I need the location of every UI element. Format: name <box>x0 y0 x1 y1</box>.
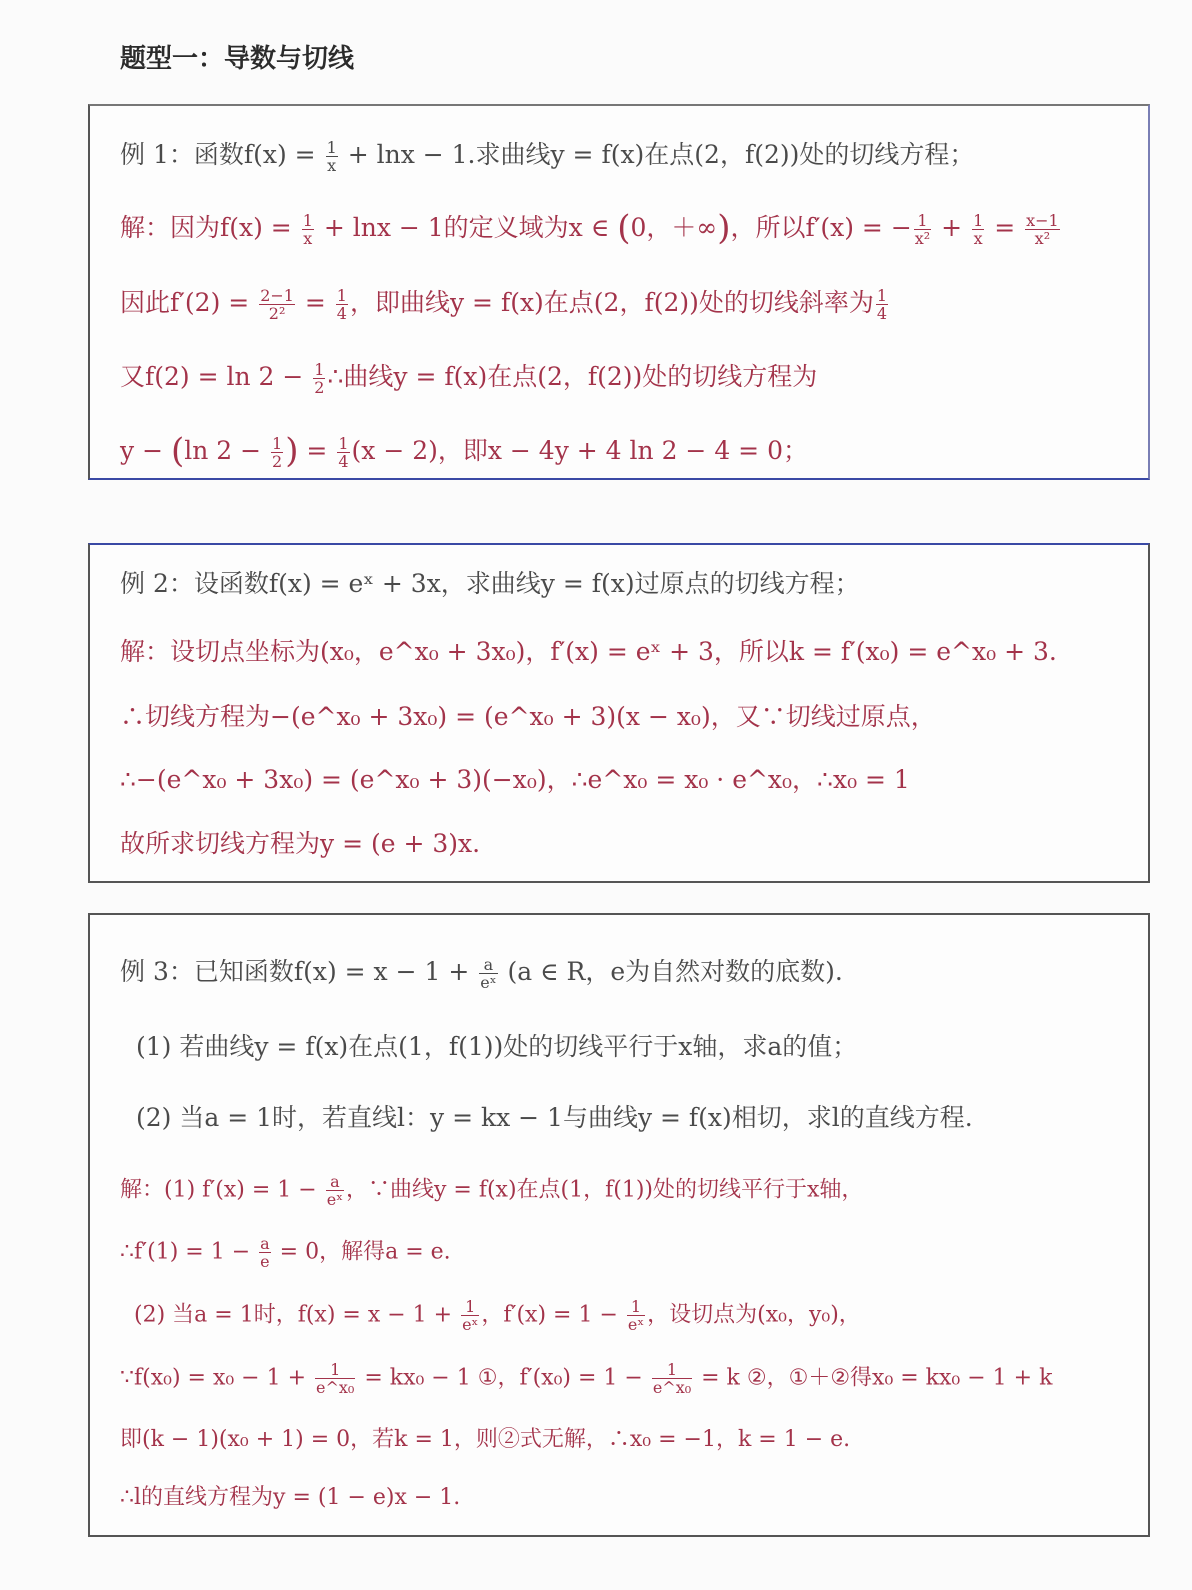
example-2-solution-line-2: ∴切线方程为−(e^x₀ + 3x₀) = (e^x₀ + 3)(x − x₀)，又∵切线过原点， <box>120 702 936 731</box>
fraction: $\frac{1}{x}$ <box>326 138 337 175</box>
example-1-solution-line-3: 又f(2) = ln 2 − $\frac{1}{2}$ ∴曲线y = f(x)在点(2，f(2))处的切线方程为 <box>120 360 818 397</box>
example-2-solution-line-3: ∴−(e^x₀ + 3x₀) = (e^x₀ + 3)(−x₀)，∴e^x₀ = x₀ · e^x₀，∴x₀ = 1 <box>120 765 910 794</box>
example-3-solution-line-5: 即(k − 1)(x₀ + 1) = 0，若k = 1，则②式无解，∴x₀ = −1，k = 1 − e. <box>120 1427 851 1452</box>
example-1-box <box>88 104 1150 480</box>
example-3-box <box>88 913 1150 1537</box>
example-3-part-2: (2) 当a = 1时，若直线l：y = kx − 1与曲线y = f(x)相切，求l的直线方程. <box>136 1103 973 1132</box>
example-3-solution-line-6: ∴l的直线方程为y = (1 − e)x − 1. <box>120 1485 461 1510</box>
example-3-solution-line-4: ∵f(x₀) = x₀ − 1 + $\frac{1}{\text{e\textasciicircum{}x₀}}$ = kx₀ − 1 ①，f′(x₀) = 1 − $\frac{1}{\text{e\textasciicircum{}x₀}}$ = k ②，①＋②得x₀ = kx₀ − 1 + k <box>120 1360 1053 1397</box>
example-1-solution-line-4: y − (ln 2 − $\frac{1}{2}$ ) = $\frac{1}{4}$ (x − 2)，即x − 4y + 4 ln 2 − 4 = 0； <box>120 431 808 471</box>
example-3-solution-line-2: ∴f′(1) = 1 − $\frac{a}{e}$ = 0，解得a = e. <box>120 1234 451 1271</box>
example-2-question: 例 2：设函数f(x) = eˣ + 3x，求曲线y = f(x)过原点的切线方程； <box>120 569 860 598</box>
example-1-solution-line-2: 因此f′(2) = $\frac{2-1}{\text{2²}}$ = $\frac{1}{4}$ ，即曲线y = f(x)在点(2，f(2))处的切线斜率为 $\frac{1}{4}$ <box>120 286 888 323</box>
example-2-box <box>88 543 1150 883</box>
example-2-solution-line-1: 解：设切点坐标为(x₀，e^x₀ + 3x₀)，f′(x) = eˣ + 3，所以k = f′(x₀) = e^x₀ + 3. <box>120 637 1057 666</box>
section-heading: 题型一：导数与切线 <box>120 44 355 74</box>
example-3-solution-line-3: (2) 当a = 1时，f(x) = x − 1 + $\frac{1}{\text{eˣ}}$ ，f′(x) = 1 − $\frac{1}{\text{eˣ}}$ ，设切点为(x₀，y₀)， <box>134 1297 861 1334</box>
example-2-solution-line-4: 故所求切线方程为y = (e + 3)x. <box>120 829 481 858</box>
example-1-question: 例 1：函数f(x) = $\frac{1}{x}$ + lnx − 1.求曲线y = f(x)在点(2，f(2))处的切线方程； <box>120 138 975 175</box>
example-3-question: 例 3：已知函数f(x) = x − 1 + $\frac{a}{\text{eˣ}}$ (a ∈ R，e为自然对数的底数). <box>120 955 843 992</box>
example-3-solution-line-1: 解：(1) f′(x) = 1 − $\frac{a}{\text{eˣ}}$ ，∵曲线y = f(x)在点(1，f(1))处的切线平行于x轴， <box>120 1172 864 1209</box>
example-1-solution-line-1: 解：因为f(x) = $\frac{1}{x}$ + lnx − 1的定义域为x ∈ (0，＋∞)，所以f′(x) = − $\frac{1}{\text{x²}}$ + $\frac{1}{x}$ = $\frac{x-1}{\text{x²}}$ <box>120 208 1059 248</box>
example-3-part-1: (1) 若曲线y = f(x)在点(1，f(1))处的切线平行于x轴，求a的值； <box>136 1032 858 1061</box>
